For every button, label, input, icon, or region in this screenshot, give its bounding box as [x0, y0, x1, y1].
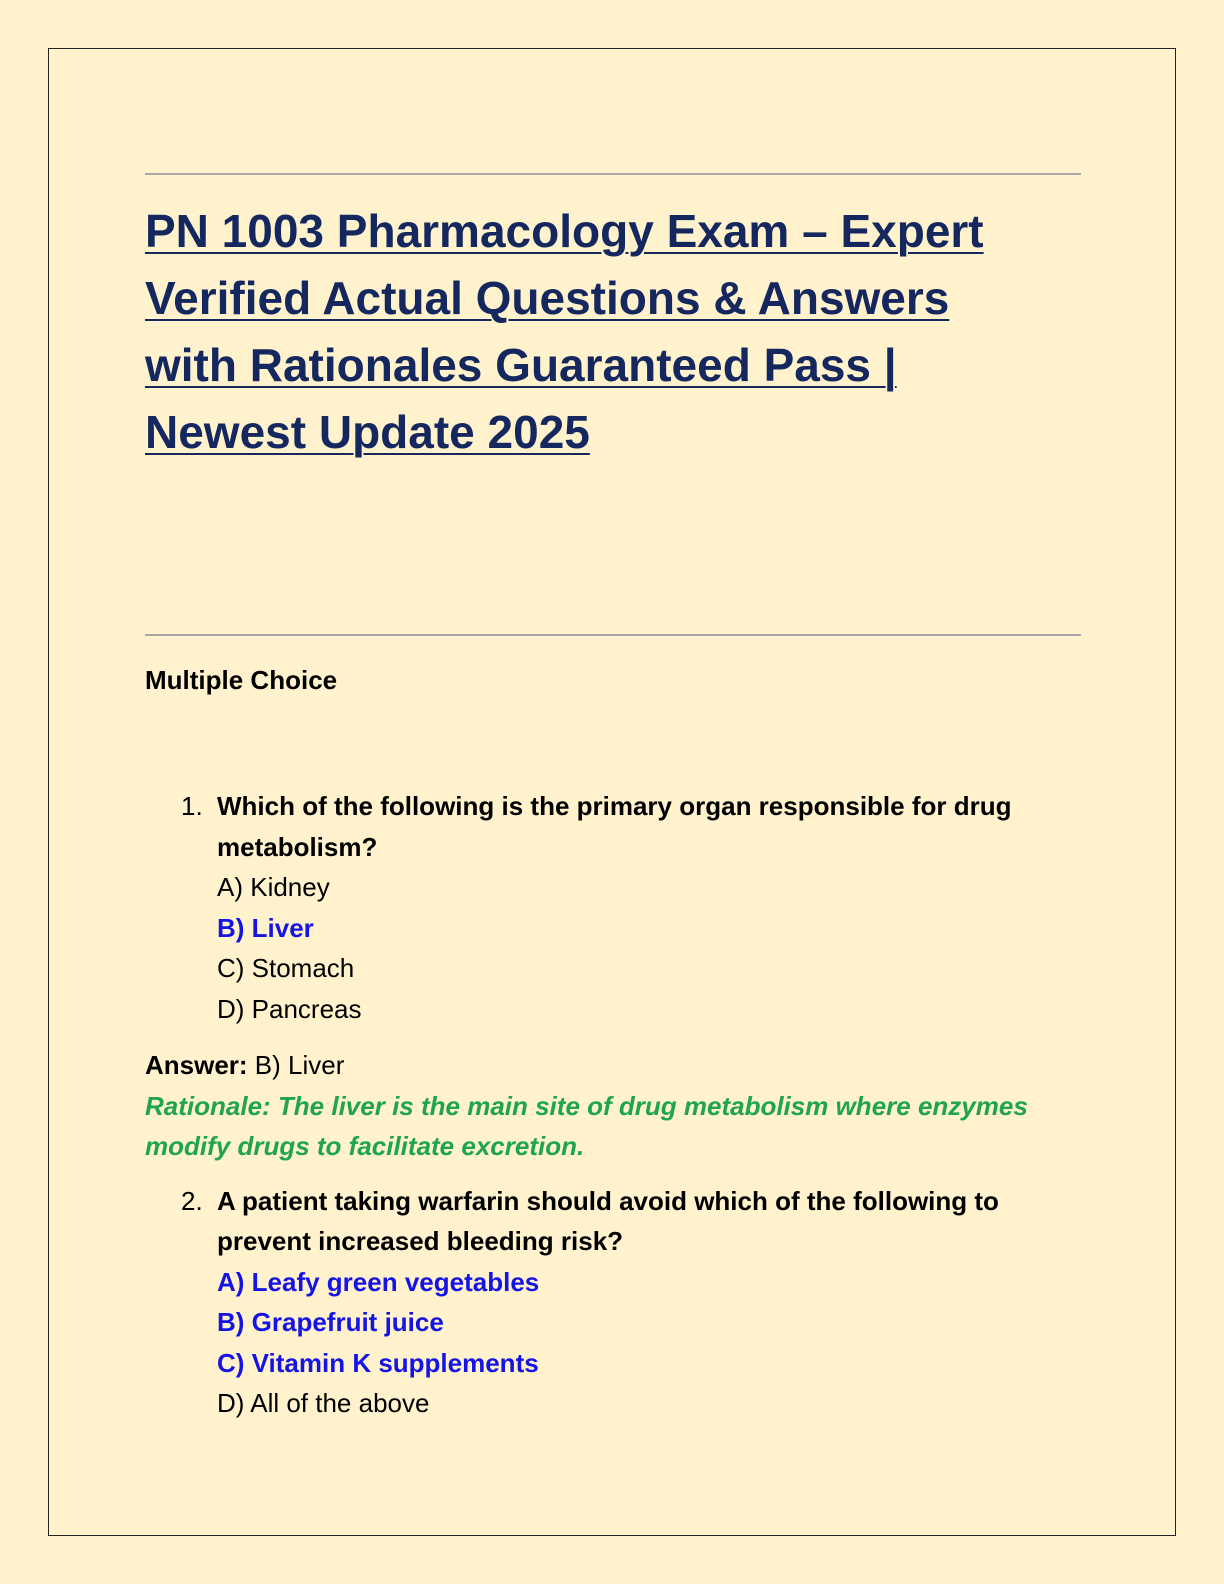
bottom-divider — [145, 634, 1081, 636]
option-d: D) Pancreas — [217, 993, 362, 1024]
option-d: D) All of the above — [217, 1388, 430, 1418]
title-line: PN 1003 Pharmacology Exam – Expert — [145, 205, 984, 257]
option-b-highlighted: B) Grapefruit juice — [217, 1307, 444, 1337]
option-c-highlighted: C) Vitamin K supplements — [217, 1347, 539, 1378]
title-line: Newest Update 2025 — [145, 406, 590, 458]
question-number: 2. — [181, 1185, 203, 1216]
top-divider — [145, 173, 1081, 175]
answer-line — [145, 1045, 1085, 1086]
question-text: Which of the following is the primary organ responsible for drug metabolism? — [217, 791, 1012, 862]
document-body — [145, 660, 1085, 1424]
title-line: Verified Actual Questions & Answers — [145, 272, 950, 324]
answer-value: B) Liver — [247, 1050, 345, 1080]
option-b-highlighted: B) Liver — [217, 912, 314, 943]
rationale: Rationale: The liver is the main site of drug metabolism where enzymes modify drugs to facilitate excretion. — [145, 1090, 1028, 1161]
question-text: A patient taking warfarin should avoid which of the following to prevent increased bleeding risk? — [217, 1185, 999, 1256]
title-line: with Rationales Guaranteed Pass | — [145, 339, 897, 391]
question-1 — [145, 786, 1085, 1029]
question-number: 1. — [181, 791, 203, 821]
question-2 — [145, 1181, 1085, 1424]
document-title — [145, 198, 1085, 466]
option-c: C) Stomach — [217, 953, 355, 983]
option-a-highlighted: A) Leafy green vegetables — [217, 1266, 540, 1297]
answer-label: Answer: — [145, 1050, 248, 1080]
option-a: A) Kidney — [217, 872, 330, 902]
section-heading: Multiple Choice — [145, 665, 338, 695]
